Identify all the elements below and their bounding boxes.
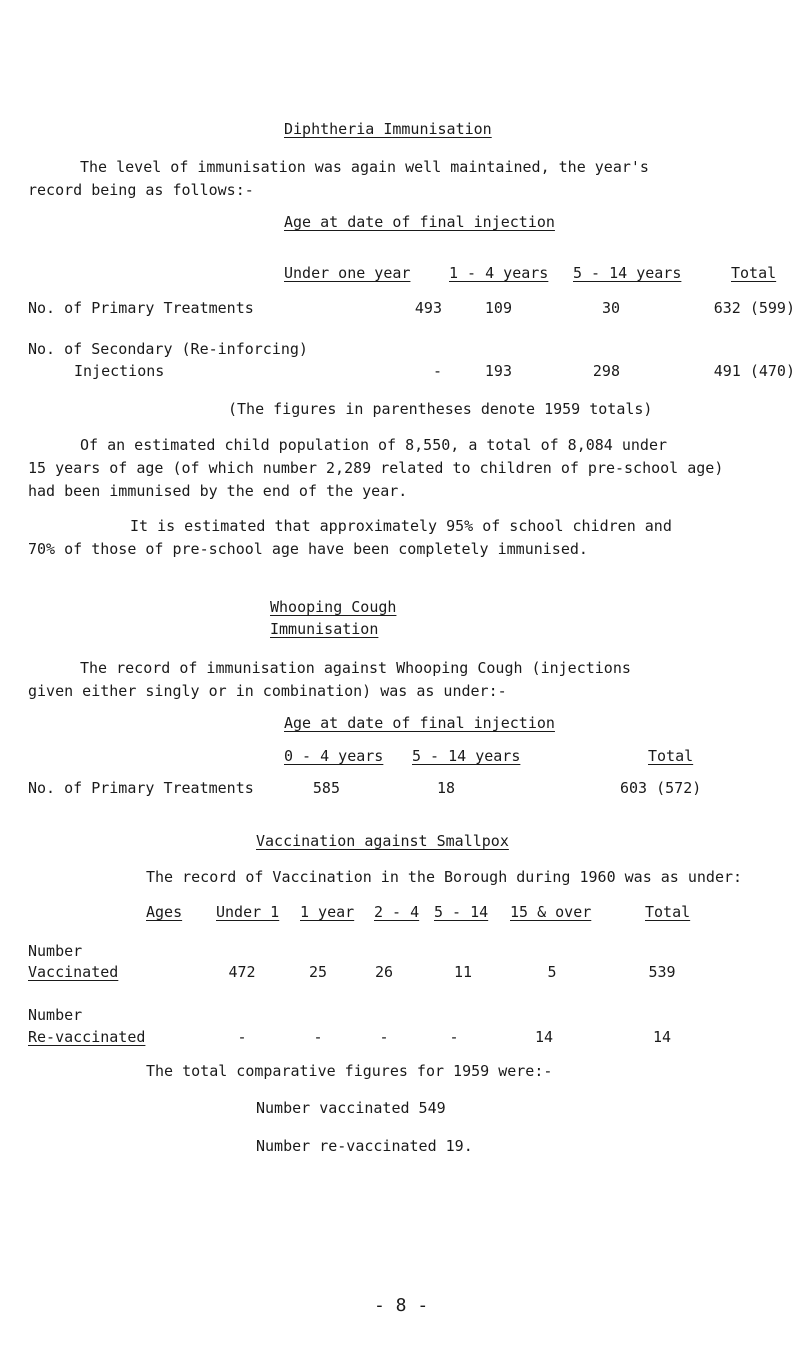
smallpox-revacc-label-line1: Number (28, 1006, 83, 1024)
diphtheria-col-under-one: Under one year (284, 264, 411, 282)
smallpox-col-5-14: 5 - 14 (434, 903, 489, 921)
smallpox-vacc-under-1: 472 (228, 963, 256, 981)
smallpox-col-2-4: 2 - 4 (374, 903, 420, 921)
diphtheria-row1-1-4: 109 (484, 299, 512, 317)
diphtheria-para1-line2: 15 years of age (of which number 2,289 related to children of pre-school age) (28, 459, 724, 477)
diphtheria-row2-total: 491 (470) (713, 362, 795, 380)
whooping-col-0-4: 0 - 4 years (284, 747, 384, 765)
smallpox-revacc-label-line2: Re-vaccinated (28, 1028, 146, 1046)
smallpox-col-under-1: Under 1 (216, 903, 280, 921)
diphtheria-row2-under-one: - (432, 362, 442, 380)
whooping-intro-line1: The record of immunisation against Whooping Cough (injections (80, 659, 631, 677)
whooping-row-label: No. of Primary Treatments (28, 779, 254, 797)
smallpox-title: Vaccination against Smallpox (256, 832, 509, 850)
diphtheria-age-heading: Age at date of final injection (284, 213, 555, 231)
whooping-val-5-14: 18 (436, 779, 455, 797)
smallpox-revacc-1-year: - (313, 1028, 323, 1046)
whooping-age-heading: Age at date of final injection (284, 714, 555, 732)
diphtheria-col-total: Total (731, 264, 777, 282)
diphtheria-col-1-4: 1 - 4 years (449, 264, 549, 282)
smallpox-col-1-year: 1 year (300, 903, 355, 921)
whooping-val-0-4: 585 (312, 779, 340, 797)
diphtheria-row1-total: 632 (599) (713, 299, 795, 317)
smallpox-vacc-1-year: 25 (308, 963, 328, 981)
smallpox-vacc-label-line2: Vaccinated (28, 963, 119, 981)
diphtheria-row2-1-4: 193 (484, 362, 512, 380)
whooping-title-line1: Whooping Cough (270, 598, 397, 616)
whooping-col-5-14: 5 - 14 years (412, 747, 521, 765)
smallpox-revacc-2-4: - (379, 1028, 389, 1046)
diphtheria-intro-line2: record being as follows:- (28, 181, 254, 199)
diphtheria-para1-line1: Of an estimated child population of 8,550, a total of 8,084 under (80, 436, 667, 454)
smallpox-comparative: The total comparative figures for 1959 were:- (146, 1062, 553, 1080)
smallpox-col-15-over: 15 & over (510, 903, 592, 921)
page-number: - 8 - (374, 1295, 429, 1316)
diphtheria-row1-5-14: 30 (601, 299, 620, 317)
smallpox-vacc-2-4: 26 (374, 963, 394, 981)
diphtheria-row1-under-one: 493 (414, 299, 442, 317)
smallpox-col-total: Total (645, 903, 691, 921)
whooping-col-total: Total (648, 747, 694, 765)
diphtheria-title: Diphtheria Immunisation (284, 120, 492, 138)
whooping-intro-line2: given either singly or in combination) was as under:- (28, 682, 507, 700)
smallpox-revacc-15-over: 14 (534, 1028, 554, 1046)
diphtheria-row2-5-14: 298 (592, 362, 620, 380)
smallpox-intro: The record of Vaccination in the Borough during 1960 was as under: (146, 868, 743, 886)
diphtheria-para2-line1: It is estimated that approximately 95% of school chidren and (130, 517, 672, 535)
smallpox-comp-revaccinated: Number re-vaccinated 19. (256, 1137, 473, 1155)
smallpox-revacc-total: 14 (652, 1028, 672, 1046)
diphtheria-row2-label-line1: No. of Secondary (Re-inforcing) (28, 340, 308, 358)
diphtheria-row2-label-line2: Injections (74, 362, 165, 380)
diphtheria-note: (The figures in parentheses denote 1959 totals) (228, 400, 653, 418)
smallpox-comp-vaccinated: Number vaccinated 549 (256, 1099, 446, 1117)
diphtheria-intro-line1: The level of immunisation was again well maintained, the year's (80, 158, 649, 176)
diphtheria-row1-label: No. of Primary Treatments (28, 299, 254, 317)
diphtheria-para1-line3: had been immunised by the end of the year. (28, 482, 408, 500)
whooping-val-total: 603 (572) (620, 779, 702, 797)
smallpox-revacc-5-14: - (449, 1028, 459, 1046)
smallpox-col-ages: Ages (146, 903, 183, 921)
diphtheria-col-5-14: 5 - 14 years (573, 264, 682, 282)
whooping-title-line2: Immunisation (270, 620, 379, 638)
smallpox-vacc-label-line1: Number (28, 942, 83, 960)
smallpox-vacc-15-over: 5 (547, 963, 557, 981)
smallpox-vacc-total: 539 (648, 963, 676, 981)
smallpox-vacc-5-14: 11 (453, 963, 473, 981)
smallpox-revacc-under-1: - (237, 1028, 247, 1046)
diphtheria-para2-line2: 70% of those of pre-school age have been completely immunised. (28, 540, 588, 558)
